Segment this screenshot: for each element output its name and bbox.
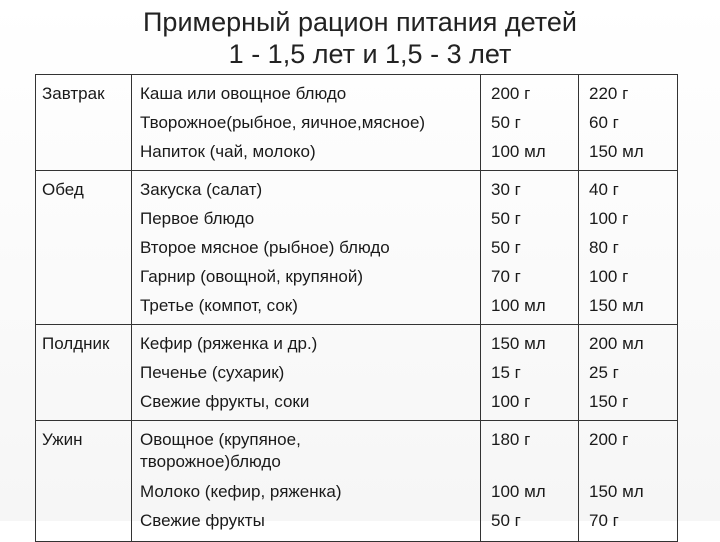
amount-value: 70 г: [589, 511, 619, 530]
amount-value: 50 г: [491, 511, 521, 530]
meal-name: [36, 421, 132, 542]
dish-item: Напиток (чай, молоко): [140, 142, 316, 161]
amount-value: 100 г: [491, 392, 531, 411]
ration-table: [35, 74, 678, 542]
amount-value: 100 мл: [491, 482, 546, 501]
dish-item: Печенье (сухарик): [140, 363, 285, 382]
amount-list-age-1-1-5: [481, 325, 579, 421]
amount-list-age-1-1-5: [481, 171, 579, 325]
amount-value: 100 мл: [491, 142, 546, 161]
amount-list-age-1-5-3: [579, 421, 678, 542]
dish-item: Первое блюдо: [140, 209, 255, 228]
meal-name: [36, 75, 132, 171]
meal-name-label: Завтрак: [42, 84, 105, 103]
amount-value: 150 мл: [589, 142, 644, 161]
table-row-lunch: [36, 171, 678, 325]
dish-item: Второе мясное (рыбное) блюдо: [140, 238, 390, 257]
amount-value: 70 г: [491, 267, 521, 286]
amount-value: 150 мл: [589, 296, 644, 315]
table-row-afternoon-snack: [36, 325, 678, 421]
amount-list-age-1-5-3: [579, 171, 678, 325]
dish-item: Молоко (кефир, ряженка): [140, 482, 342, 501]
dish-item: Свежие фрукты, соки: [140, 392, 310, 411]
amount-value: 180 г: [491, 430, 531, 449]
dish-list: [132, 171, 481, 325]
dish-item: Третье (компот, сок): [140, 296, 298, 315]
amount-value: 100 мл: [491, 296, 546, 315]
amount-value: 50 г: [491, 209, 521, 228]
amount-value: 30 г: [491, 180, 521, 199]
amount-list-age-1-5-3: [579, 325, 678, 421]
dish-item: Творожное(рыбное, яичное,мясное): [140, 113, 426, 132]
page-title: [0, 6, 720, 70]
amount-value: 100 г: [589, 267, 629, 286]
table-row-dinner: [36, 421, 678, 542]
amount-value: 100 г: [589, 209, 629, 228]
dish-list: [132, 421, 481, 542]
amount-value: 200 г: [491, 84, 531, 103]
amount-list-age-1-1-5: [481, 75, 579, 171]
amount-value: 15 г: [491, 363, 521, 382]
dish-item: Каша или овощное блюдо: [140, 84, 347, 103]
meal-name: [36, 171, 132, 325]
table-row-breakfast: [36, 75, 678, 171]
amount-value: 220 г: [589, 84, 629, 103]
amount-value: 60 г: [589, 113, 619, 132]
amount-value: 25 г: [589, 363, 619, 382]
dish-item: Гарнир (овощной, крупяной): [140, 267, 364, 286]
title-line-2: 1 - 1,5 лет и 1,5 - 3 лет: [228, 39, 512, 69]
meal-name-label: Обед: [42, 180, 84, 199]
amount-value: 80 г: [589, 238, 619, 257]
amount-list-age-1-5-3: [579, 75, 678, 171]
meal-name-label: Ужин: [42, 430, 83, 449]
meal-name: [36, 325, 132, 421]
dish-item: Овощное (крупяное, творожное)блюдо: [140, 430, 301, 471]
amount-list-age-1-1-5: [481, 421, 579, 542]
meal-name-label: Полдник: [42, 334, 110, 353]
amount-value: 50 г: [491, 238, 521, 257]
amount-value: 50 г: [491, 113, 521, 132]
title-line-1: Примерный рацион питания детей: [143, 7, 577, 37]
dish-item: Свежие фрукты: [140, 511, 265, 530]
amount-value: 150 мл: [589, 482, 644, 501]
dish-item: Кефир (ряженка и др.): [140, 334, 318, 353]
dish-list: [132, 75, 481, 171]
amount-value: 150 г: [589, 392, 629, 411]
dish-list: [132, 325, 481, 421]
amount-value: 200 мл: [589, 334, 644, 353]
amount-value: 40 г: [589, 180, 619, 199]
amount-value: 200 г: [589, 430, 629, 449]
dish-item: Закуска (салат): [140, 180, 263, 199]
amount-value: 150 мл: [491, 334, 546, 353]
